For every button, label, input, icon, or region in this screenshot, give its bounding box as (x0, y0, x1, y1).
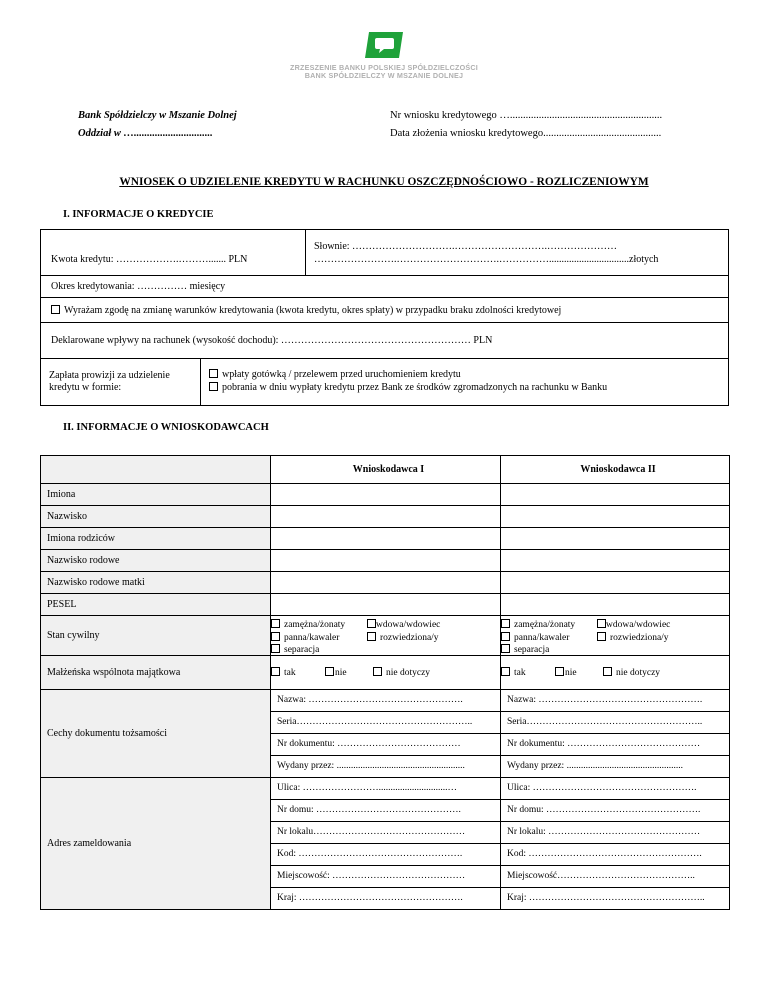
country-field[interactable]: Kraj: ……………………………………………….. (507, 893, 705, 903)
org-line-2: BANK SPÓŁDZIELCZY W MSZANIE DOLNEJ (304, 71, 464, 80)
income-field[interactable]: Deklarowane wpływy na rachunek (wysokość dochodu): ………………………………………………… PLN (51, 335, 493, 346)
commission-label: Zapłata prowizji za udzielenie kredytu w formie: (49, 370, 170, 393)
separated-checkbox[interactable] (271, 644, 280, 653)
separated-checkbox[interactable] (501, 644, 510, 653)
id-name-field[interactable]: Nazwa: ……………………………………………. (501, 690, 729, 712)
family-name-1[interactable] (271, 550, 501, 572)
id-series-field[interactable]: Seria……………………………………………….. (501, 712, 729, 734)
income-box (40, 322, 729, 359)
amount-field[interactable]: Kwota kredytu: ……………….………....... PLN (51, 254, 248, 265)
separated-label: separacja (284, 645, 320, 655)
row-label: Nazwisko rodowe (41, 550, 271, 572)
widowed-label: wdowa/wdowiec (376, 620, 441, 630)
property-yes-checkbox[interactable] (271, 667, 280, 676)
applicant-1-header: Wnioskodawca I (271, 456, 501, 484)
property-yes-checkbox[interactable] (501, 667, 510, 676)
street-field[interactable]: Ulica: ……………………………………………. (501, 778, 729, 800)
property-no-checkbox[interactable] (325, 667, 334, 676)
city-field[interactable]: Miejscowość: …………………………………… (271, 866, 500, 888)
property-yes-label: tak (514, 668, 526, 678)
period-field[interactable]: Okres kredytowania: …………… miesięcy (51, 281, 226, 292)
postal-code-field[interactable]: Kod: ………………………………………………. (501, 844, 729, 866)
id-document-label: Cechy dokumentu tożsamości (41, 690, 271, 778)
row-label: Nazwisko (41, 506, 271, 528)
married-checkbox[interactable] (271, 619, 280, 628)
house-number-field[interactable]: Nr domu: …………………………………………. (501, 800, 729, 822)
consent-box (40, 297, 729, 323)
separated-label: separacja (514, 645, 550, 655)
divorced-checkbox[interactable] (597, 632, 606, 641)
parents-names-1[interactable] (271, 528, 501, 550)
property-na-checkbox[interactable] (603, 667, 612, 676)
parents-names-2[interactable] (501, 528, 730, 550)
property-label: Małżeńska wspólnota majątkowa (41, 656, 271, 690)
commission-deduct-label: pobrania w dniu wypłaty kredytu przez Bank ze środków zgromadzonych na rachunku w Banku (222, 382, 608, 393)
row-label: Imiona (41, 484, 271, 506)
bank-logo-icon (365, 32, 403, 58)
property-no-label: nie (335, 668, 347, 678)
civil-status-2 (501, 616, 730, 656)
mother-family-name-2[interactable] (501, 572, 730, 594)
married-label: zamężna/żonaty (284, 620, 346, 630)
row-label: Nazwisko rodowe matki (41, 572, 271, 594)
consent-checkbox[interactable] (51, 305, 60, 314)
address-2 (501, 778, 730, 910)
property-na-label: nie dotyczy (616, 668, 661, 678)
widowed-checkbox[interactable] (367, 619, 376, 628)
consent-label: Wyrażam zgodę na zmianę warunków kredytowania (kwota kredytu, okres spłaty) w przypadku braku zdolności kredytowej (64, 305, 562, 316)
widowed-checkbox[interactable] (597, 619, 606, 628)
house-number-field[interactable]: Nr domu: ………………………………………. (271, 800, 500, 822)
mother-family-name-1[interactable] (271, 572, 501, 594)
pesel-2[interactable] (501, 594, 730, 616)
id-document-1 (271, 690, 501, 778)
id-issuer-field[interactable]: Wydany przez: ................................................. (507, 761, 683, 771)
street-field[interactable]: Ulica: …………………….............................… (271, 778, 500, 800)
property-no-checkbox[interactable] (555, 667, 564, 676)
apartment-field[interactable]: Nr lokalu………………………………………… (271, 822, 500, 844)
row-label: Imiona rodziców (41, 528, 271, 550)
org-line-1: ZRZESZENIE BANKU POLSKIEJ SPÓŁDZIELCZOŚCI (290, 63, 478, 72)
surname-1[interactable] (271, 506, 501, 528)
bank-name: Bank Spółdzielczy w Mszanie Dolnej (78, 110, 237, 121)
id-name-field[interactable]: Nazwa: …………………………………………. (271, 690, 500, 712)
id-series-field[interactable]: Seria……………………………………………….. (271, 712, 500, 734)
id-number-field[interactable]: Nr dokumentu: ………………………………… (271, 734, 500, 756)
commission-cash-checkbox[interactable] (209, 369, 218, 378)
divorced-checkbox[interactable] (367, 632, 376, 641)
row-label: PESEL (41, 594, 271, 616)
country-field[interactable]: Kraj: ……………………………………………. (277, 893, 463, 903)
first-names-2[interactable] (501, 484, 730, 506)
postal-code-field[interactable]: Kod: ……………………………………………. (271, 844, 500, 866)
commission-options-box (200, 358, 729, 406)
period-box (40, 275, 729, 298)
applicant-2-header: Wnioskodawca II (501, 456, 730, 484)
property-na-label: nie dotyczy (386, 668, 431, 678)
address-label: Adres zameldowania (41, 778, 271, 910)
id-number-field[interactable]: Nr dokumentu: …………………………………… (501, 734, 729, 756)
amount-words-field[interactable]: Słownie: ………………………….……………………….………………… (314, 241, 618, 252)
submission-date-field[interactable]: Data złożenia wniosku kredytowego............................................. (390, 128, 662, 139)
family-name-2[interactable] (501, 550, 730, 572)
first-names-1[interactable] (271, 484, 501, 506)
single-checkbox[interactable] (271, 632, 280, 641)
address-1 (271, 778, 501, 910)
divorced-label: rozwiedziona/y (380, 632, 439, 643)
divorced-label: rozwiedziona/y (610, 632, 669, 643)
single-label: panna/kawaler (284, 632, 340, 643)
amount-words-box (305, 229, 729, 276)
pesel-1[interactable] (271, 594, 501, 616)
application-number-field[interactable]: Nr wniosku kredytowego ….......................................................... (390, 110, 663, 121)
single-label: panna/kawaler (514, 632, 570, 643)
property-1 (271, 656, 501, 690)
property-no-label: nie (565, 668, 577, 678)
apartment-field[interactable]: Nr lokalu: ………………………………………… (501, 822, 729, 844)
branch-field[interactable]: Oddział w ….............................. (78, 128, 213, 139)
property-na-checkbox[interactable] (373, 667, 382, 676)
section-2-heading: II. INFORMACJE O WNIOSKODAWCACH (63, 422, 269, 433)
table-corner (41, 456, 271, 484)
single-checkbox[interactable] (501, 632, 510, 641)
section-1-heading: I. INFORMACJE O KREDYCIE (63, 209, 214, 220)
widowed-label: wdowa/wdowiec (606, 620, 671, 630)
city-field[interactable]: Miejscowość…………………………………….. (501, 866, 729, 888)
form-title: WNIOSEK O UDZIELENIE KREDYTU W RACHUNKU OSZCZĘDNOŚCIOWO - ROZLICZENIOWYM (119, 176, 649, 188)
applicants-table (40, 455, 730, 910)
civil-status-1 (271, 616, 501, 656)
commission-deduct-checkbox[interactable] (209, 382, 218, 391)
married-label: zamężna/żonaty (514, 620, 576, 630)
amount-box (40, 229, 306, 276)
married-checkbox[interactable] (501, 619, 510, 628)
commission-label-box (40, 358, 201, 406)
surname-2[interactable] (501, 506, 730, 528)
property-2 (501, 656, 730, 690)
commission-cash-label: wpłaty gotówką / przelewem przed uruchomieniem kredytu (222, 369, 461, 380)
id-document-2 (501, 690, 730, 778)
property-yes-label: tak (284, 668, 296, 678)
amount-words-field-2[interactable]: …………………….………………………….……………................................złotych (314, 254, 659, 265)
civil-status-label: Stan cywilny (41, 616, 271, 656)
id-issuer-field[interactable]: Wydany przez: ...................................................... (277, 761, 465, 771)
